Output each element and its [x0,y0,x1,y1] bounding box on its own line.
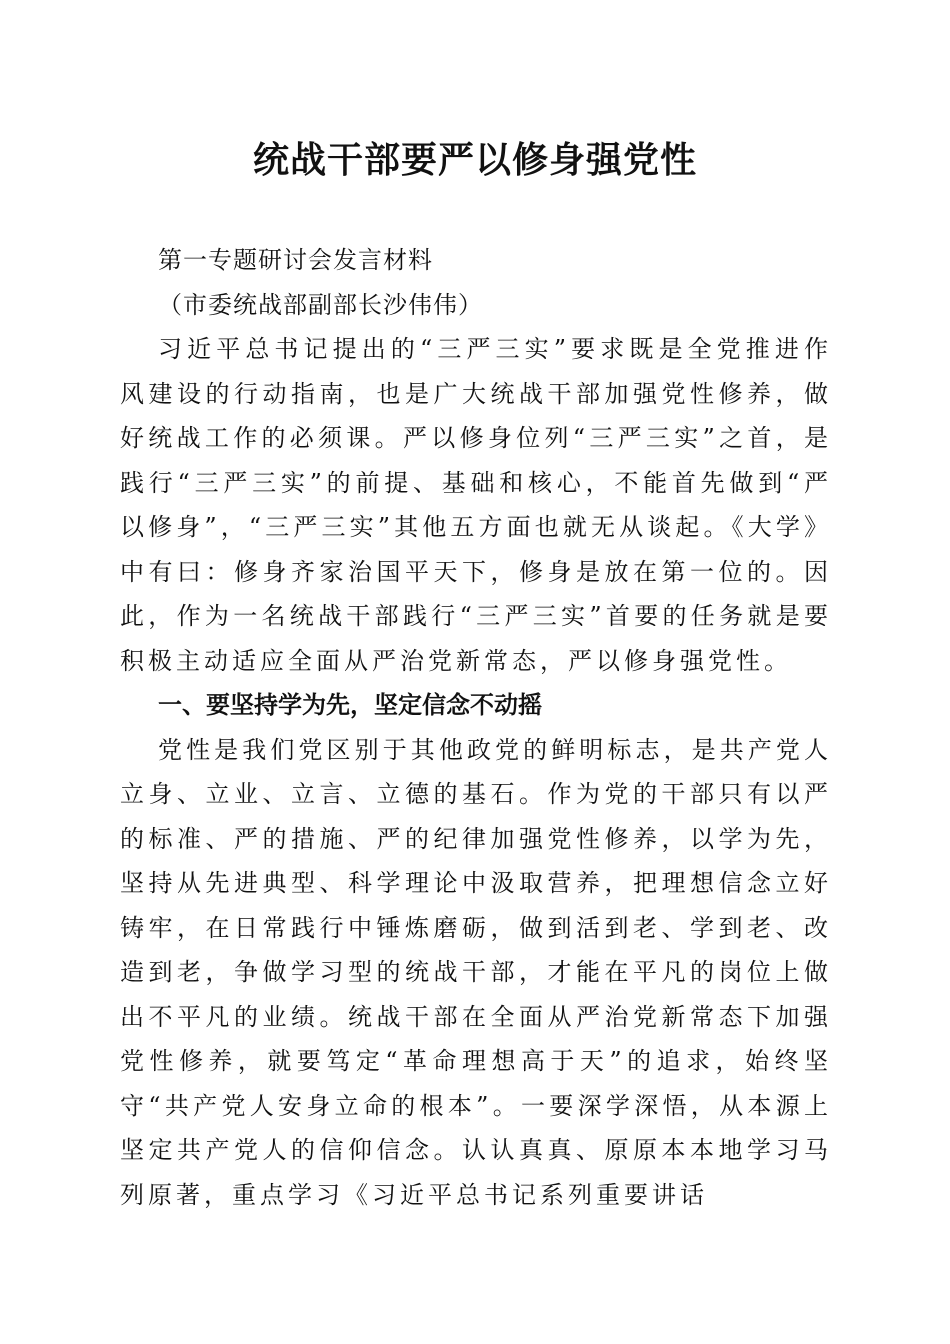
document-author: （市委统战部副部长沙伟伟） [158,290,483,319]
document-subtitle: 第一专题研讨会发言材料 [158,246,433,274]
intro-paragraph: 习近平总书记提出的“三严三实”要求既是全党推进作风建设的行动指南，也是广大统战干部加强党性修养，做好统战工作的必须课。严以修身位列“三严三实”之首，是践行“三严三实”的前提、基础和核心，不能首先做到“严以修身”，“三严三实”其他五方面也就无从谈起。《大学》中有曰：修身齐家治国平天下，修身是放在第一位的。因此，作为一名统战干部践行“三严三实”首要的任务就是要积极主动适应全面从严治党新常态，严以修身强党性。 [120,335,832,675]
section-paragraph: 党性是我们党区别于其他政党的鲜明标志，是共产党人立身、立业、立言、立德的基石。作为党的干部只有以严的标准、严的措施、严的纪律加强党性修养，以学为先，坚持从先进典型、科学理论中汲取营养，把理想信念立好铸牢，在日常践行中锤炼磨砺，做到活到老、学到老、改造到老，争做学习型的统战干部，才能在平凡的岗位上做出不平凡的业绩。统战干部在全面从严治党新常态下加强党性修养，就要笃定“革命理想高于天”的追求，始终坚守“共产党人安身立命的根本”。一要深学深悟，从本源上坚定共产党人的信仰信念。认认真真、原原本本地学习马列原著，重点学习《习近平总书记系列重要讲话 [120,735,832,1209]
document-title: 统战干部要严以修身强党性 [252,139,697,181]
section-heading: 一、要坚持学为先，坚定信念不动摇 [158,691,542,719]
document-body [120,238,832,1217]
